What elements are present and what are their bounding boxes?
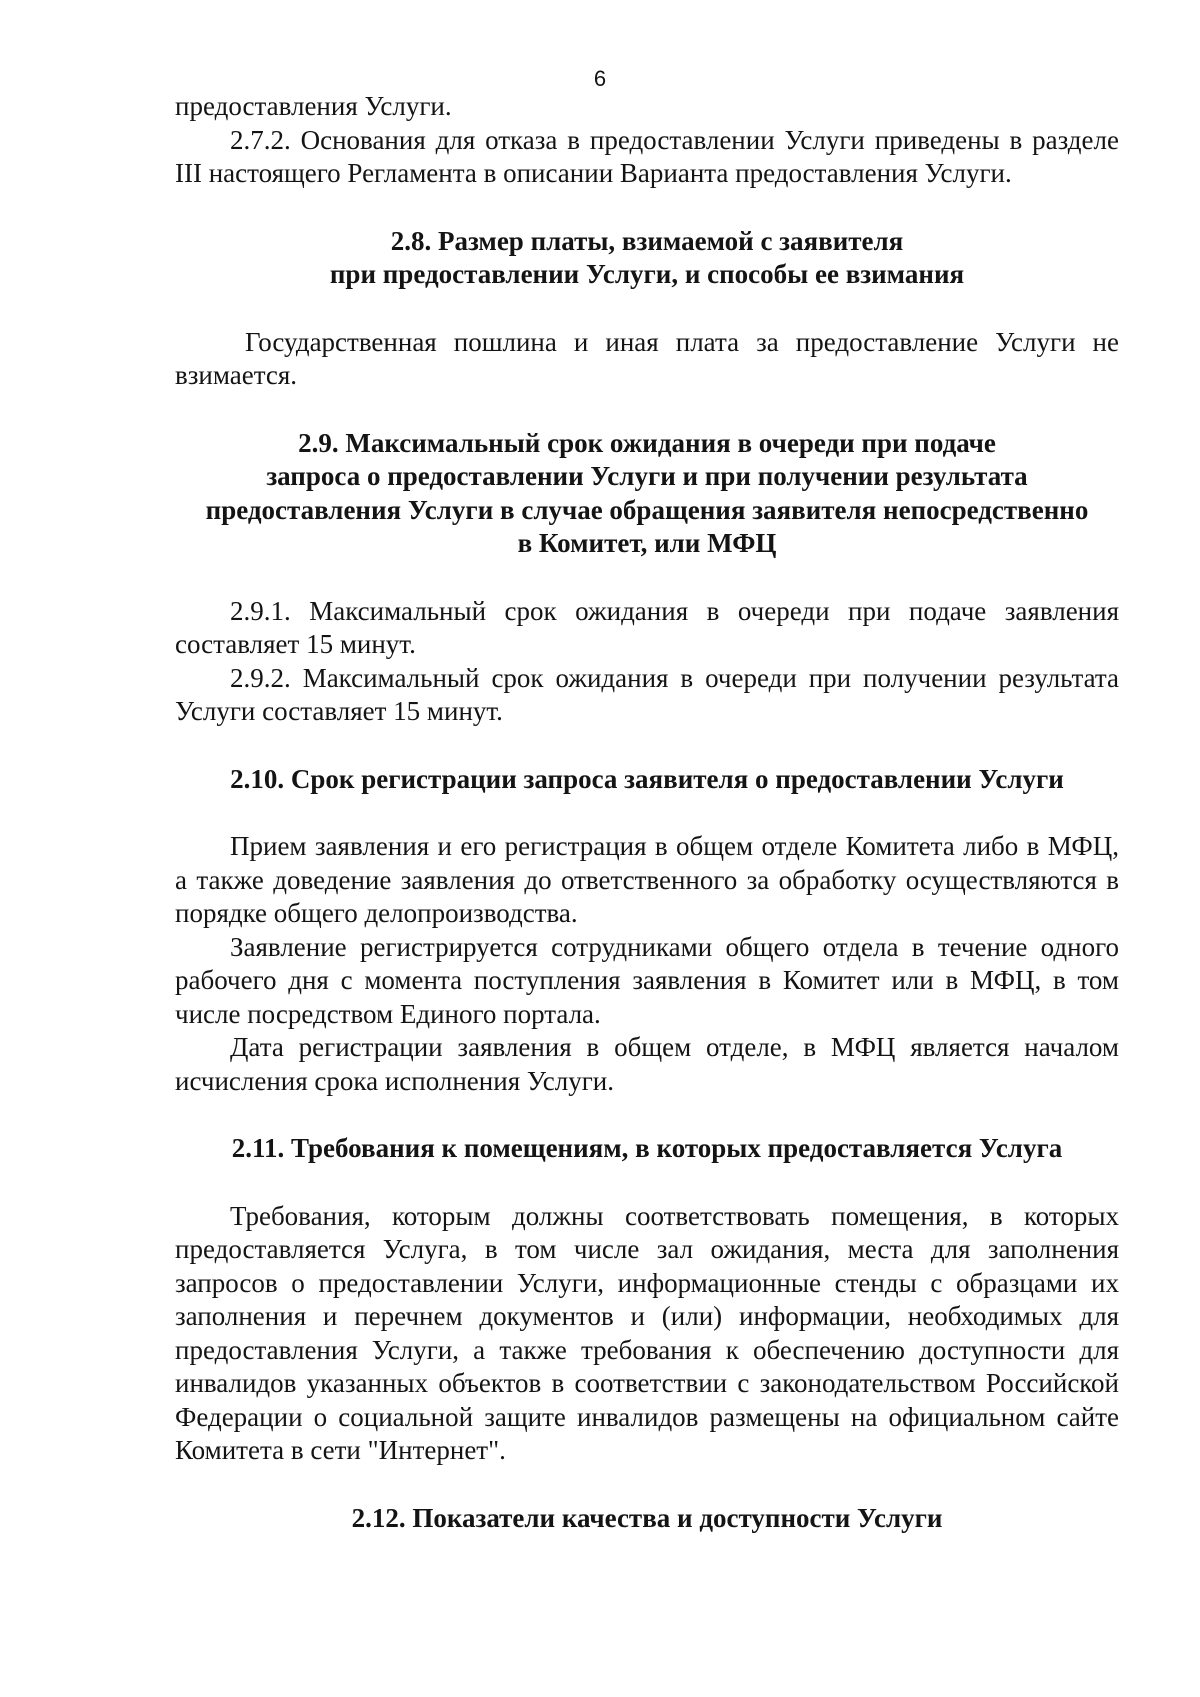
section-heading [175,427,1119,561]
section-heading [175,763,1119,797]
paragraph: 2.9.1. Максимальный срок ожидания в очереди при подаче заявления составляет 15 минут. [175,595,1119,659]
paragraph: предоставления Услуги. [175,91,452,121]
spacer [175,1098,1119,1132]
spacer [175,393,1119,427]
section-heading [175,225,1119,292]
section-heading [175,1502,1119,1536]
paragraph: 2.9.2. Максимальный срок ожидания в очереди при получении результата Услуги составляет 15 минут. [175,662,1119,726]
section-heading-line: предоставления Услуги в случае обращения заявителя непосредственно [205,494,1089,525]
section-heading-line: 2.12. Показатели качества и доступности Услуги [351,1502,943,1533]
section-heading-line: при предоставлении Услуги, и способы ее взимания [329,259,965,289]
spacer [175,1468,1119,1502]
section-heading-line: 2.8. Размер платы, взимаемой с заявителя [390,225,904,256]
spacer [175,292,1119,326]
paragraph: Прием заявления и его регистрация в общем отделе Комитета либо в МФЦ, а также доведение заявления до ответственного за обработку осуществляются в порядке общего делопроизводства. [175,831,1119,928]
paragraph: Государственная пошлина и иная плата за предоставление Услуги не взимается. [175,326,1119,390]
spacer [175,191,1119,225]
spacer [175,729,1119,763]
section-heading-line: в Комитет, или МФЦ [517,528,777,558]
document-body [175,90,1119,1535]
section-heading-line: 2.10. Срок регистрации запроса заявителя о предоставлении Услуги [230,763,1064,794]
spacer [175,1166,1119,1200]
paragraph: Заявление регистрируется сотрудниками общего отдела в течение одного рабочего дня с момента поступления заявления в Комитет или в МФЦ, в том числе посредством Единого портала. [175,931,1119,1029]
paragraph: Требования, которым должны соответствовать помещения, в которых предоставляется Услуга, в том числе зал ожидания, места для заполнения запросов о предоставлении Услуги, информационные стенды с образцами их заполнения и перечнем документов и (или) информации, необходимых для предоставления Услуги, а также требования к обеспечению доступности для инвалидов указанных объектов в соответствии с законодательством Российской Федерации о социальной защите инвалидов размещены на официальном сайте Комитета в сети "Интернет". [175,1200,1119,1465]
spacer [175,796,1119,830]
page-number: 6 [593,66,607,91]
section-heading [175,1132,1119,1166]
section-heading-line: запроса о предоставлении Услуги и при получении результата [266,461,1028,491]
section-heading-line: 2.11. Требования к помещениям, в которых предоставляется Услуга [231,1133,1063,1163]
section-heading-line: 2.9. Максимальный срок ожидания в очереди при подаче [298,427,996,458]
spacer [175,561,1119,595]
paragraph: Дата регистрации заявления в общем отделе, в МФЦ является началом исчисления срока исполнения Услуги. [175,1032,1119,1096]
paragraph: 2.7.2. Основания для отказа в предоставлении Услуги приведены в разделе III настоящего Регламента в описании Варианта предоставления Услуги. [175,124,1119,188]
